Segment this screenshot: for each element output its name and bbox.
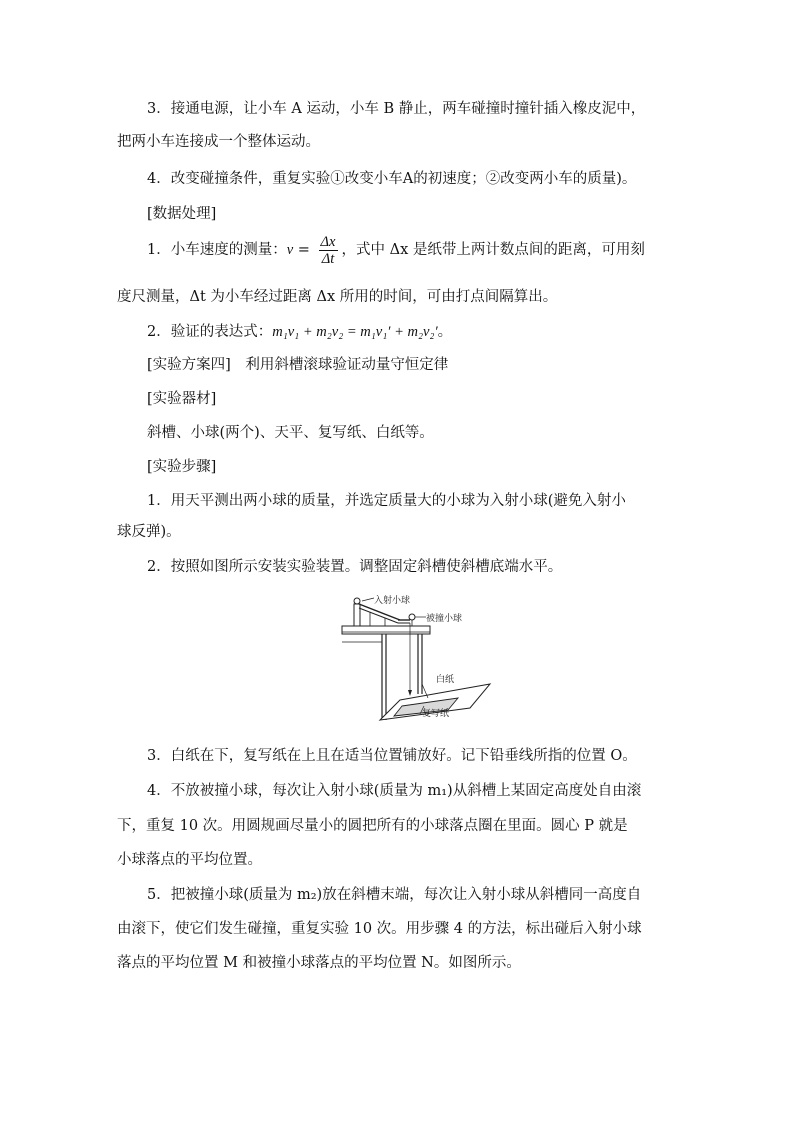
speed-prefix: 1．小车速度的测量： <box>147 242 287 258</box>
speed-eq: = <box>293 242 315 258</box>
target-ball <box>409 614 415 620</box>
incident-ball <box>354 598 360 604</box>
step5-line2: 由滚下，使它们发生碰撞，重复实验 10 次。用步骤 4 的方法，标出碰后入射小球 <box>117 921 642 937</box>
heading-plan4: [实验方案四] 利用斜槽滚球验证动量守恒定律 <box>147 357 449 373</box>
label-white-paper: 白纸 <box>436 675 455 685</box>
speed-measure-line2: 度尺测量，Δt 为小车经过距离 Δx 所用的时间，可由打点间隔算出。 <box>117 289 558 305</box>
step5-line1: 5．把被撞小球(质量为 m₂)放在斜槽末端，每次让入射小球从斜槽同一高度自 <box>147 887 642 903</box>
step1-line2: 球反弹)。 <box>117 524 181 540</box>
heading-equipment: [实验器材] <box>147 391 217 407</box>
speed-numerator: Δx <box>320 233 336 250</box>
para-step4: 4．改变碰撞条件，重复实验①改变小车A的初速度；②改变两小车的质量)。 <box>147 171 637 187</box>
label-incident-ball: 入射小球 <box>374 596 411 606</box>
verify-suffix: 。 <box>437 324 453 340</box>
verify-prefix: 2．验证的表达式： <box>147 324 273 340</box>
step1-line1: 1．用天平测出两小球的质量，并选定质量大的小球为入射小球(避免入射小 <box>147 493 626 509</box>
apparatus-diagram <box>340 592 492 724</box>
plumb-bob <box>408 690 412 696</box>
equipment-list: 斜槽、小球(两个)、天平、复写纸、白纸等。 <box>147 425 434 441</box>
verify-expression: m₁v₁ + m₂v₂ = m₁v₁′ + m₂v₂′ <box>272 324 438 340</box>
label-target-ball: 被撞小球 <box>426 614 463 624</box>
step4-line3: 小球落点的平均位置。 <box>117 852 262 868</box>
step4-line1: 4．不放被撞小球，每次让入射小球(质量为 m₁)从斜槽上某固定高度处自由滚 <box>147 783 642 799</box>
step4-line2: 下，重复 10 次。用圆规画尽量小的圆把所有的小球落点圈在里面。圆心 P 就是 <box>117 818 628 834</box>
para-step3-line1: 3．接通电源，让小车 A 运动，小车 B 静止，两车碰撞时撞针插入橡皮泥中， <box>147 101 646 117</box>
speed-measure-line1 <box>147 232 645 268</box>
step2: 2．按照如图所示安装实验装置。调整固定斜槽使斜槽底端水平。 <box>147 559 563 575</box>
speed-var: v <box>286 242 294 258</box>
apparatus-figure <box>340 592 492 728</box>
ramp-stand <box>354 604 360 626</box>
label-carbon-paper: 复写纸 <box>422 709 450 719</box>
step3: 3．白纸在下，复写纸在上且在适当位置铺放好。记下铅垂线所指的位置 O。 <box>147 748 637 764</box>
step5-line3: 落点的平均位置 M 和被撞小球落点的平均位置 N。如图所示。 <box>117 955 521 971</box>
heading-steps: [实验步骤] <box>147 459 217 475</box>
heading-data-processing: [数据处理] <box>147 206 217 222</box>
speed-denominator: Δt <box>321 250 335 267</box>
speed-fraction <box>319 234 338 267</box>
incline-ramp <box>359 604 400 620</box>
speed-suffix: ，式中 Δx 是纸带上两计数点间的距离，可用刻 <box>341 242 645 258</box>
para-step3-line2: 把两小车连接成一个整体运动。 <box>117 134 320 150</box>
verify-expression-line <box>147 322 452 342</box>
table-top <box>342 626 430 634</box>
